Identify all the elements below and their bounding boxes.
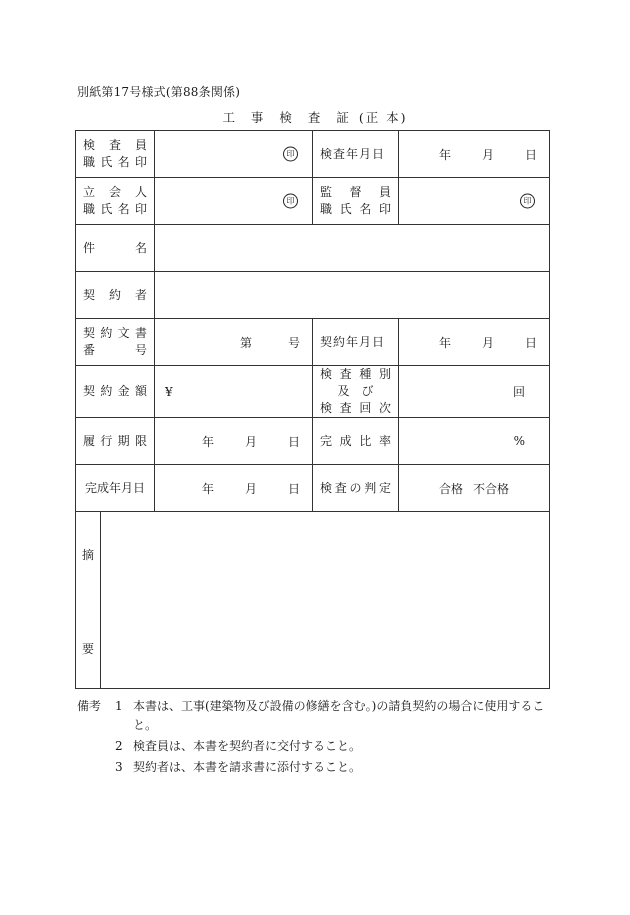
inspection-form-table (75, 130, 550, 689)
label-line: 職 氏 名 印 (83, 155, 147, 169)
label-completion-date: 完成年月日 (76, 465, 155, 512)
label-subject: 件 名 (76, 225, 155, 272)
contract-amount-field[interactable]: ¥ (155, 366, 313, 418)
label-line: 立 会 人 (83, 185, 147, 199)
performance-period-field[interactable]: 年 月 日 (155, 418, 313, 465)
label-line: 職 氏 名 印 (320, 202, 391, 216)
row-amount (76, 366, 550, 418)
label-line: 契 約 文 書 (83, 326, 147, 340)
witness-name-field[interactable] (155, 178, 313, 225)
seal-icon: 印 (283, 194, 298, 209)
label-line: 職 氏 名 印 (83, 202, 147, 216)
row-inspector (76, 131, 550, 178)
fail-option[interactable]: 不合格 (473, 481, 510, 496)
row-contract-doc (76, 319, 550, 366)
row-period (76, 418, 550, 465)
label-contract-amount: 契 約 金 額 (76, 366, 155, 418)
notes-section (77, 697, 550, 777)
note-item: 1 本書は、工事(建築物及び設備の修繕を含む。)の請負契約の場合に使用すること。 (115, 699, 545, 732)
label-supervisor (313, 178, 399, 225)
contract-doc-number-field[interactable]: 第 号 (155, 319, 313, 366)
judgment-field[interactable] (399, 465, 550, 512)
row-remarks (76, 512, 550, 689)
subject-field[interactable] (155, 225, 550, 272)
row-subject (76, 225, 550, 272)
contractor-field[interactable] (155, 272, 550, 319)
seal-icon: 印 (520, 194, 535, 209)
pass-option[interactable]: 合格 (438, 481, 463, 496)
inspector-name-field[interactable] (155, 131, 313, 178)
label-judgment: 検 査 の 判 定 (313, 465, 399, 512)
seal-icon: 印 (283, 147, 298, 162)
label-remarks: 摘 要 (76, 512, 101, 688)
label-completion-ratio: 完 成 比 率 (313, 418, 399, 465)
label-witness (76, 178, 155, 225)
row-contractor (76, 272, 550, 319)
label-inspector (76, 131, 155, 178)
note-item: 3 契約者は、本書を請求書に添付すること。 (115, 760, 362, 774)
remarks-field[interactable] (101, 512, 549, 688)
completion-ratio-field[interactable]: % (399, 418, 550, 465)
label-line: 検 査 員 (83, 138, 147, 152)
form-title (0, 108, 630, 126)
inspection-count-field[interactable]: 回 (399, 366, 550, 418)
inspection-date-field[interactable]: 年 月 日 (399, 131, 550, 178)
title-main: 工 事 検 査 証 (222, 110, 355, 125)
notes-header: 備考 (77, 699, 102, 713)
label-line: 及 び (337, 384, 374, 398)
label-line: 検 査 種 別 (320, 367, 391, 381)
supervisor-name-field[interactable] (399, 178, 550, 225)
label-contractor: 契 約 者 (76, 272, 155, 319)
label-performance-period: 履 行 期 限 (76, 418, 155, 465)
label-line: 検 査 回 次 (320, 401, 391, 415)
label-inspection-date: 検査年月日 (313, 131, 399, 178)
contract-date-field[interactable]: 年 月 日 (399, 319, 550, 366)
completion-date-field[interactable]: 年 月 日 (155, 465, 313, 512)
label-contract-doc-number (76, 319, 155, 366)
note-item: 2 検査員は、本書を契約者に交付すること。 (115, 739, 362, 753)
label-inspection-type (313, 366, 399, 418)
form-reference: 別紙第17号様式(第88条関係) (77, 85, 241, 99)
label-line: 監 督 員 (320, 185, 391, 199)
title-suffix: (正 本) (358, 110, 408, 125)
label-contract-date: 契約年月日 (313, 319, 399, 366)
row-completion (76, 465, 550, 512)
row-witness (76, 178, 550, 225)
label-line: 番 号 (83, 343, 147, 357)
